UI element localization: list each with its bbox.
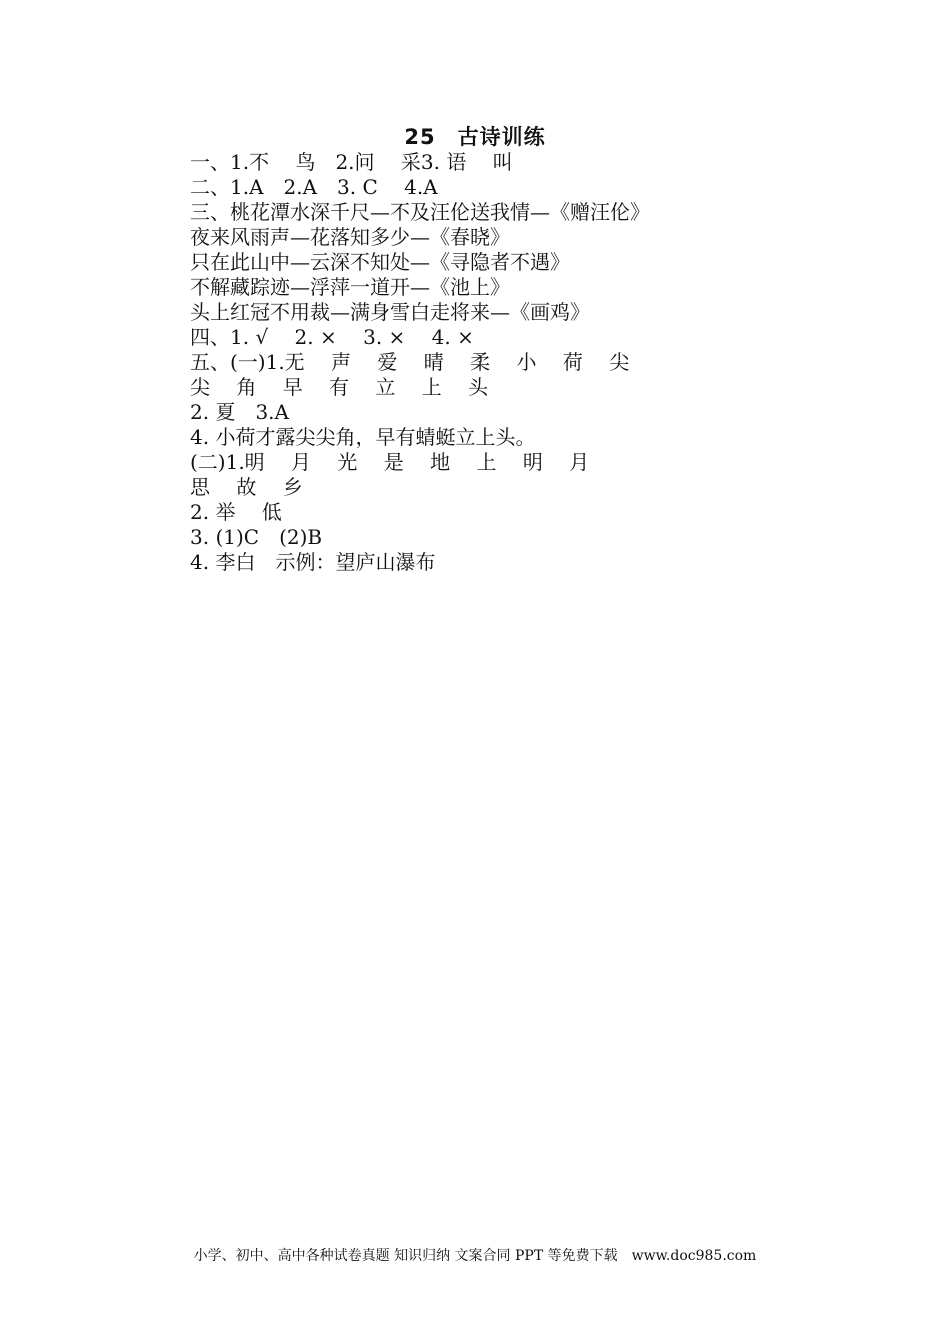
- page-title: 25 古诗训练: [404, 125, 546, 149]
- answer-line-12: 4. 小荷才露尖尖角，早有蜻蜓立上头。: [190, 425, 536, 449]
- answer-line-4: 夜来风雨声—花落知多少—《春晓》: [190, 225, 510, 249]
- answer-line-15: 2. 举 低: [190, 500, 282, 524]
- answer-line-6: 不解藏踪迹—浮萍一道开—《池上》: [190, 275, 510, 299]
- answer-line-8: 四、1. √ 2. × 3. × 4. ×: [190, 325, 474, 349]
- answer-line-1: 一、1.不 鸟 2.问 采3. 语 叫: [190, 150, 513, 174]
- answer-line-14: 思 故 乡: [190, 475, 303, 499]
- answer-line-16: 3. (1)C (2)B: [190, 525, 323, 549]
- answer-line-7: 头上红冠不用裁—满身雪白走将来—《画鸡》: [190, 300, 590, 324]
- answer-line-5: 只在此山中—云深不知处—《寻隐者不遇》: [190, 250, 570, 274]
- answer-list: [190, 150, 890, 575]
- answer-line-13: (二)1.明 月 光 是 地 上 明 月: [190, 450, 590, 474]
- page-footer: 小学、初中、高中各种试卷真题 知识归纳 文案合同 PPT 等免费下载 www.doc985.com: [193, 1248, 757, 1264]
- answer-line-9: 五、(一)1.无 声 爱 晴 柔 小 荷 尖: [190, 350, 630, 374]
- answer-line-10: 尖 角 早 有 立 上 头: [190, 375, 489, 399]
- answer-line-2: 二、1.A 2.A 3. C 4.A: [190, 175, 438, 199]
- answer-line-17: 4. 李白 示例：望庐山瀑布: [190, 550, 436, 574]
- answer-line-11: 2. 夏 3.A: [190, 400, 289, 424]
- answer-line-3: 三、桃花潭水深千尺—不及汪伦送我情—《赠汪伦》: [190, 200, 650, 224]
